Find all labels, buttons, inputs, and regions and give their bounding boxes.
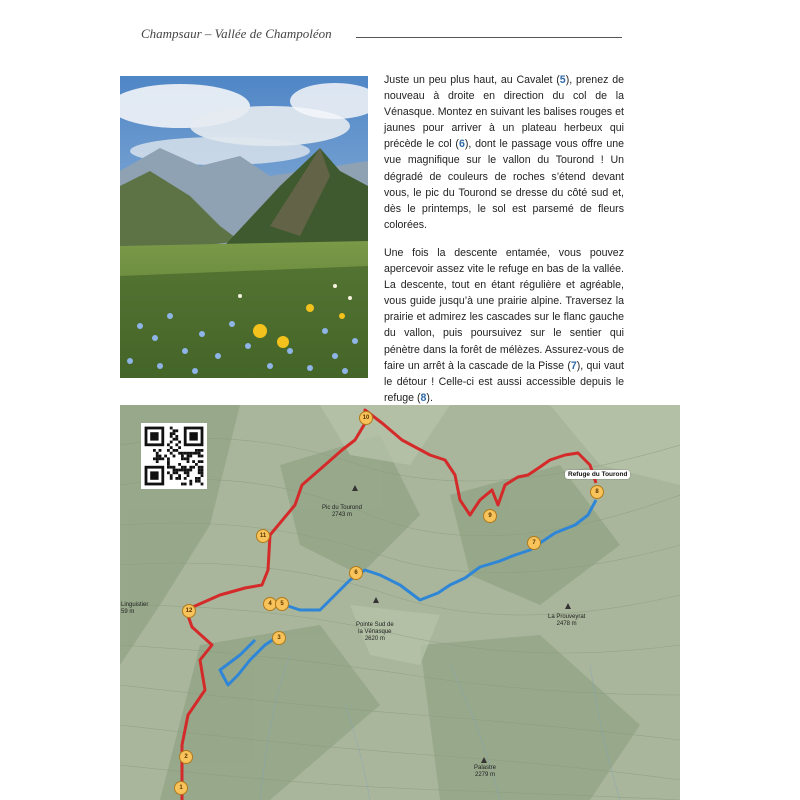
body-text <box>384 72 624 418</box>
waypoint-8: 8 <box>590 485 604 499</box>
peak-label-pic-du-tourond <box>322 505 362 519</box>
text-run: ). <box>426 391 433 404</box>
waypoint-10: 10 <box>359 411 373 425</box>
header-divider <box>356 37 622 38</box>
peak-name-line2: la Vénasque <box>358 629 392 635</box>
waypoint-12: 12 <box>182 604 196 618</box>
waypoint-ref: 8 <box>420 391 427 404</box>
text-run: Juste un peu plus haut, au Cavalet ( <box>384 74 560 86</box>
peak-name: La Prouveyrat <box>548 614 586 620</box>
text-run: ), qui vaut le détour ! Celle-ci est aussi accessible depuis le refuge ( <box>384 359 624 404</box>
waypoint-ref: 7 <box>570 359 577 372</box>
text-run: ), dont le passage vous offre une vue magnifique sur le vallon du Tourond ! Un dégradé de couleurs de roches s’étend devant vous, le pic du Tourond se dresse du côté sud et, dès le printemps, le sol est parsemé de fleurs colorées. <box>384 138 624 231</box>
waypoint-1: 1 <box>174 781 188 795</box>
waypoint-7: 7 <box>527 536 541 550</box>
paragraph-1 <box>384 72 624 233</box>
peak-label-pointe-sud <box>356 622 394 643</box>
waypoint-11: 11 <box>256 529 270 543</box>
page-header-title: Champsaur – Vallée de Champoléon <box>141 26 332 41</box>
waypoint-9: 9 <box>483 509 497 523</box>
refuge-label: Refuge du Tourond <box>565 470 630 479</box>
waypoint-4: 4 <box>263 597 277 611</box>
landscape-photo <box>120 76 368 378</box>
text-run: Une fois la descente entamée, vous pouvez apercevoir assez vite le refuge en bas de la vallée. La descente, tout en étant régulière et agréable, vous guide jusqu’à une prairie alpine. Traversez la prairie et admirez les cascades sur le flanc gauche du vallon, puis poursuivez sur le sentier qui pénètre dans la forêt de mélèzes. Assurez-vous de faire un arrêt à la cascade de la Pisse ( <box>384 246 624 372</box>
waypoint-2: 2 <box>179 750 193 764</box>
waypoint-5: 5 <box>275 597 289 611</box>
peak-label-palastre <box>474 765 496 779</box>
peak-altitude: 59 m <box>121 609 135 615</box>
waypoint-3: 3 <box>272 631 286 645</box>
peak-name: Palastre <box>474 765 497 771</box>
peak-altitude: 2478 m <box>556 621 577 627</box>
peak-name: Linguistier <box>121 602 149 608</box>
text-run: ), prenez de nouveau à droite en direction du col de la Vénasque. Montez en suivant les balises rouges et jaunes pour arriver à un plateau herbeux qui précède le col ( <box>384 74 624 151</box>
peak-name: Pic du Tourond <box>322 505 362 511</box>
waypoint-ref: 6 <box>458 138 465 151</box>
peak-label-la-prouveyrat <box>548 614 585 628</box>
waypoint-ref: 5 <box>559 74 566 86</box>
peak-altitude: 2743 m <box>331 512 352 518</box>
paragraph-2 <box>384 245 624 406</box>
peak-altitude: 2620 m <box>364 636 385 642</box>
peak-name: Pointe Sud de <box>356 622 394 628</box>
peak-label-linguistier <box>121 602 148 616</box>
qr-code[interactable] <box>141 423 207 489</box>
waypoint-6: 6 <box>349 566 363 580</box>
peak-altitude: 2279 m <box>475 772 496 778</box>
